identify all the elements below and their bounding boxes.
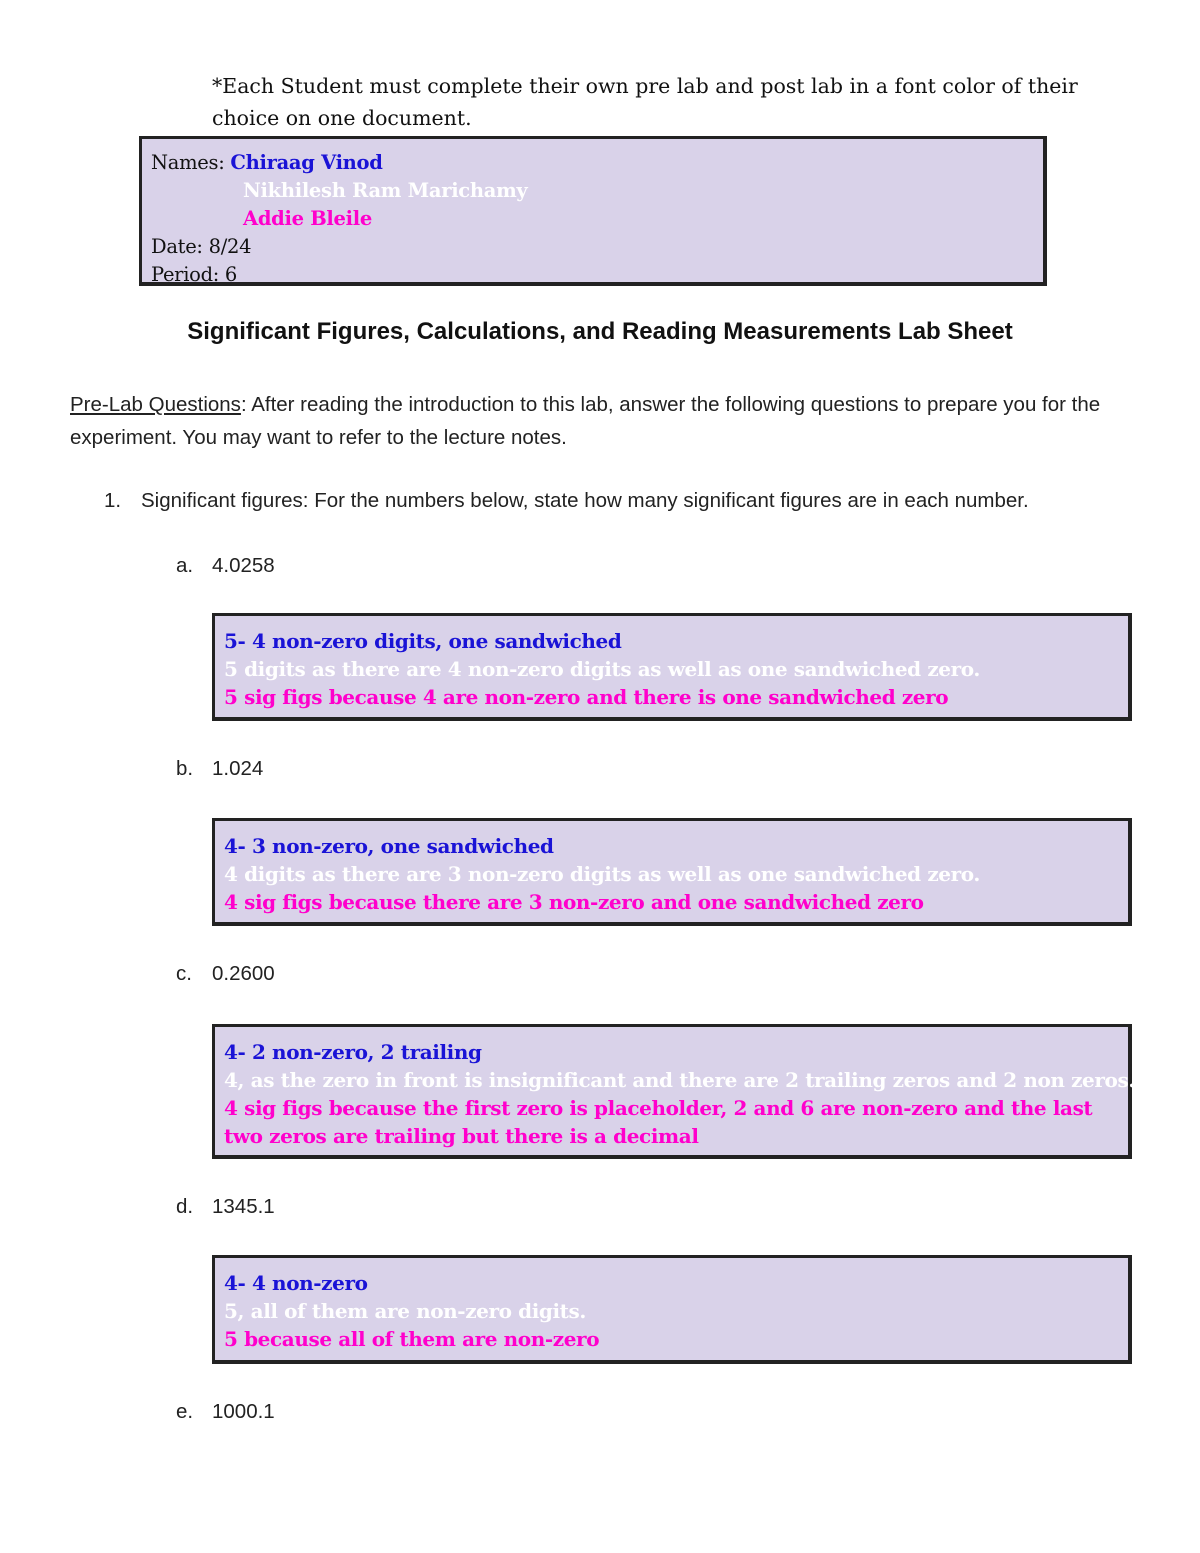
- list-item-d: [176, 1195, 275, 1219]
- list-item-e: [176, 1400, 275, 1424]
- question-text: Significant figures: For the numbers below, state how many significant figures are in each number.: [141, 489, 1029, 512]
- answer-student-3: 4 sig figs because there are 3 non-zero and one sandwiched zero: [224, 890, 924, 914]
- item-label: e.: [176, 1400, 194, 1423]
- item-label: a.: [176, 554, 194, 577]
- student-name-1: Chiraag Vinod: [230, 151, 383, 174]
- page-title: Significant Figures, Calculations, and Reading Measurements Lab Sheet: [187, 318, 1013, 345]
- names-box: [139, 136, 1047, 286]
- item-value: 0.2600: [212, 962, 275, 985]
- list-item-a: [176, 554, 275, 578]
- list-item-b: [176, 757, 263, 781]
- answer-box-a: [212, 613, 1132, 721]
- item-value: 1000.1: [212, 1400, 275, 1423]
- answer-student-1: 4- 2 non-zero, 2 trailing: [224, 1040, 482, 1064]
- item-value: 1345.1: [212, 1195, 275, 1218]
- prelab-intro: [70, 388, 1140, 454]
- item-label: c.: [176, 962, 192, 985]
- item-label: d.: [176, 1195, 194, 1218]
- item-value: 4.0258: [212, 554, 275, 577]
- item-value: 1.024: [212, 757, 264, 780]
- answer-box-d: [212, 1255, 1132, 1364]
- answer-student-1: 4- 3 non-zero, one sandwiched: [224, 834, 554, 858]
- answer-box-c: [212, 1024, 1135, 1159]
- answer-student-3: 5 because all of them are non-zero: [224, 1327, 600, 1351]
- names-label: Names:: [151, 151, 225, 174]
- answer-student-2: 5 digits as there are 4 non-zero digits as well as one sandwiched zero.: [224, 657, 980, 681]
- question-number: 1.: [104, 489, 122, 512]
- answer-student-2: 4, as the zero in front is insignificant and there are 2 trailing zeros and 2 non zeros.: [224, 1068, 1135, 1092]
- item-label: b.: [176, 757, 194, 780]
- instruction-note: *Each Student must complete their own pre lab and post lab in a font color of their choice on one document.: [212, 74, 1078, 130]
- prelab-text: : After reading the introduction to this lab, answer the following questions to prepare you for the experiment. You may want to refer to the lecture notes.: [70, 393, 1101, 449]
- answer-student-1: 4- 4 non-zero: [224, 1271, 368, 1295]
- answer-student-1: 5- 4 non-zero digits, one sandwiched: [224, 629, 622, 653]
- student-name-2: Nikhilesh Ram Marichamy: [243, 179, 528, 202]
- answer-student-3: 5 sig figs because 4 are non-zero and there is one sandwiched zero: [224, 685, 949, 709]
- date-field: Date: 8/24: [151, 235, 252, 258]
- answer-student-2: 4 digits as there are 3 non-zero digits as well as one sandwiched zero.: [224, 862, 980, 886]
- answer-student-3: 4 sig figs because the first zero is placeholder, 2 and 6 are non-zero and the last two zeros are trailing but there is a decimal: [224, 1096, 1093, 1148]
- answer-box-b: [212, 818, 1132, 926]
- prelab-label: Pre-Lab Questions: [70, 393, 241, 416]
- student-name-3: Addie Bleile: [243, 207, 372, 230]
- answer-student-2: 5, all of them are non-zero digits.: [224, 1299, 586, 1323]
- period-field: Period: 6: [151, 263, 238, 286]
- list-item-c: [176, 962, 275, 986]
